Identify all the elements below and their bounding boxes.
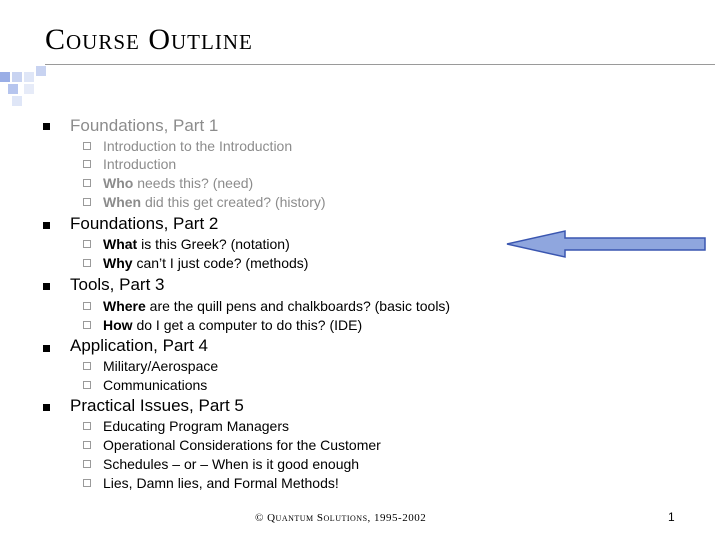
- section-label-tools-3: Tools, Part 3: [70, 275, 165, 294]
- decor-square: [8, 84, 18, 94]
- list-item: Military/Aerospace: [103, 358, 219, 374]
- decorative-squares: [0, 64, 50, 114]
- decor-square: [24, 84, 34, 94]
- section-bullet: [43, 222, 50, 229]
- section-label-practical-5: Practical Issues, Part 5: [70, 396, 244, 415]
- sub-bullet: [83, 302, 91, 310]
- list-item: Communications: [103, 377, 208, 393]
- decor-square: [12, 72, 22, 82]
- sub-bullet: [83, 362, 91, 370]
- section-bullet: [43, 404, 50, 411]
- decor-square: [24, 72, 34, 82]
- section-label-foundations-1: Foundations, Part 1: [70, 116, 219, 135]
- sub-bullet: [83, 142, 91, 150]
- sub-bullet: [83, 179, 91, 187]
- list-item: Educating Program Managers: [103, 418, 289, 434]
- list-item: Who needs this? (need): [103, 175, 254, 191]
- sub-bullet: [83, 259, 91, 267]
- section-bullet: [43, 283, 50, 290]
- section-bullet: [43, 345, 50, 352]
- list-item: Where are the quill pens and chalkboards? (basic tools): [103, 298, 451, 314]
- section-label-application-4: Application, Part 4: [70, 336, 208, 355]
- list-item: Schedules – or – When is it good enough: [103, 456, 360, 472]
- decor-square: [0, 72, 10, 82]
- list-item: How do I get a computer to do this? (IDE): [103, 317, 363, 333]
- list-item: What is this Greek? (notation): [103, 236, 290, 252]
- sub-bullet: [83, 460, 91, 468]
- arrow-shape: [507, 231, 705, 257]
- slide-title: Course Outline: [45, 23, 253, 56]
- list-item: Lies, Damn lies, and Formal Methods!: [103, 475, 339, 491]
- list-item: Introduction to the Introduction: [103, 138, 293, 154]
- list-item: Operational Considerations for the Customer: [103, 437, 381, 453]
- sub-bullet: [83, 198, 91, 206]
- decor-square: [36, 66, 46, 76]
- section-label-foundations-2: Foundations, Part 2: [70, 214, 219, 233]
- list-item: Introduction: [103, 156, 177, 172]
- sub-bullet: [83, 381, 91, 389]
- list-item: When did this get created? (history): [103, 194, 326, 210]
- sub-bullet: [83, 240, 91, 248]
- footer-copyright: © Quantum Solutions, 1995-2002: [255, 512, 427, 524]
- title-rule: [45, 64, 715, 65]
- decor-square: [12, 96, 22, 106]
- sub-bullet: [83, 160, 91, 168]
- list-item: Why can’t I just code? (methods): [103, 255, 309, 271]
- sub-bullet: [83, 441, 91, 449]
- section-bullet: [43, 123, 50, 130]
- sub-bullet: [83, 479, 91, 487]
- page-number: 1: [668, 510, 675, 524]
- left-arrow-icon: [505, 229, 710, 259]
- sub-bullet: [83, 422, 91, 430]
- sub-bullet: [83, 321, 91, 329]
